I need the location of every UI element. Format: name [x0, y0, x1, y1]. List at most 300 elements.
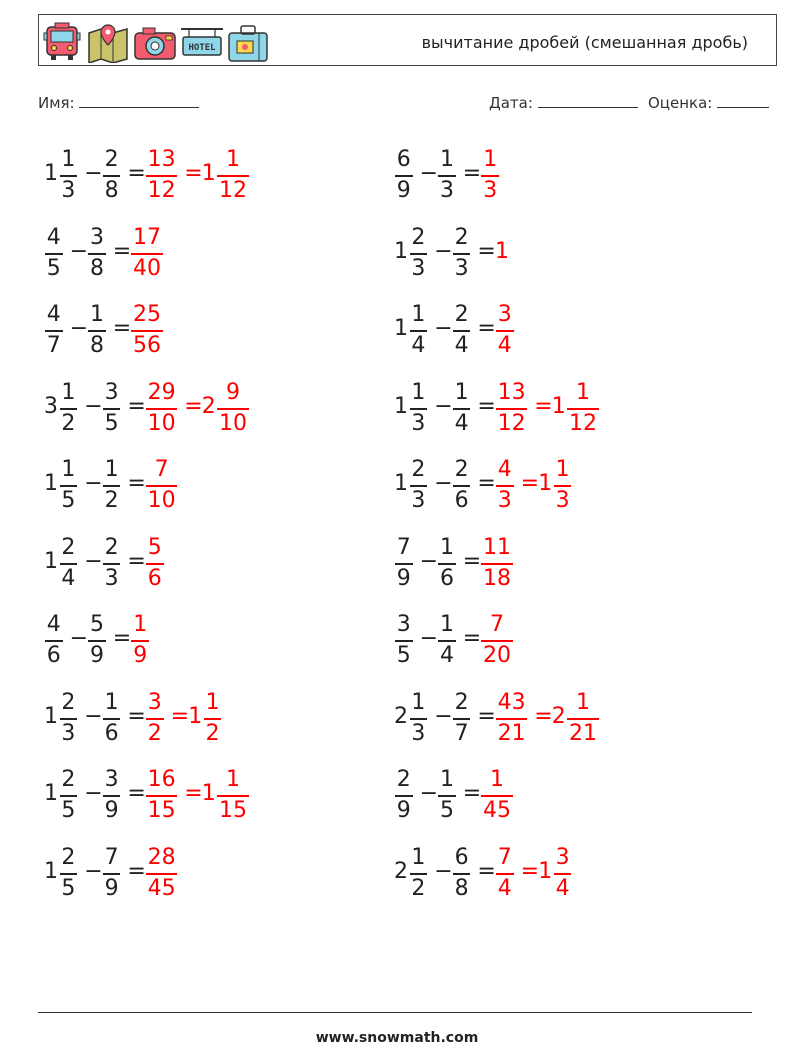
answer-numerator: 7	[489, 612, 504, 637]
answer-fraction	[145, 147, 178, 205]
answer-fraction	[216, 767, 249, 825]
minuend-fraction	[59, 457, 79, 515]
minus-sign: −	[84, 781, 103, 806]
answer-equals-sign: =	[520, 471, 540, 496]
minus-sign: −	[84, 393, 103, 419]
minus-sign: −	[434, 238, 453, 264]
minuend-whole: 1	[44, 781, 58, 806]
answer-numerator: 17	[132, 224, 161, 250]
map-icon	[89, 25, 127, 63]
minus-sign: −	[84, 161, 103, 186]
answer-numerator: 1	[575, 379, 590, 405]
minuend-whole: 1	[394, 316, 408, 341]
minuend-fraction	[394, 612, 414, 670]
minuend-fraction-bar	[410, 718, 428, 720]
subtrahend-fraction-bar	[103, 718, 121, 720]
subtrahend-numerator: 1	[439, 767, 454, 792]
answer-whole: 1	[495, 238, 509, 264]
bus-icon	[44, 23, 80, 60]
minuend-numerator: 1	[411, 689, 426, 715]
name-field	[38, 93, 199, 112]
answer-fraction	[495, 690, 528, 748]
answer-numerator: 1	[225, 147, 240, 172]
minuend-denominator: 3	[411, 255, 426, 281]
minuend-denominator: 3	[61, 178, 76, 203]
worksheet-title: вычитание дробей (смешанная дробь)	[421, 33, 748, 52]
equals-sign: =	[127, 548, 146, 574]
date-blank[interactable]	[538, 93, 638, 108]
subtrahend-fraction	[437, 147, 457, 205]
answer-numerator: 1	[489, 767, 504, 792]
minuend-numerator: 7	[396, 534, 411, 560]
answer-denominator: 2	[147, 720, 162, 746]
minuend-whole: 1	[44, 703, 58, 729]
subtrahend-denominator: 8	[454, 875, 469, 901]
minuend-fraction	[44, 225, 64, 283]
minuend-numerator: 1	[411, 844, 426, 870]
subtrahend-denominator: 8	[89, 255, 104, 281]
answer-fraction-bar	[217, 408, 248, 410]
minuend-whole: 2	[394, 858, 408, 884]
minuend-fraction	[394, 767, 414, 825]
minuend-numerator: 2	[411, 224, 426, 250]
answer-whole: 2	[551, 703, 566, 729]
answer-numerator: 29	[147, 379, 176, 405]
subtrahend-fraction	[87, 225, 107, 283]
minus-sign: −	[434, 703, 453, 729]
minuend-fraction	[44, 612, 64, 670]
equals-sign: =	[127, 858, 146, 884]
answer-numerator: 7	[497, 844, 512, 870]
equals-sign: =	[112, 626, 132, 651]
subtrahend-denominator: 3	[439, 178, 454, 203]
answer-numerator: 5	[147, 534, 162, 560]
footer-divider	[38, 1012, 752, 1013]
answer-fraction	[216, 147, 249, 205]
subtrahend-numerator: 5	[89, 612, 104, 637]
minuend-denominator: 3	[411, 720, 426, 746]
answer-denominator: 4	[497, 875, 512, 901]
minuend-fraction-bar	[60, 175, 78, 177]
answer-numerator: 3	[555, 844, 570, 870]
subtrahend-denominator: 6	[439, 565, 454, 591]
equals-sign: =	[477, 858, 496, 884]
minuend-fraction-bar	[45, 640, 63, 642]
minuend-fraction	[409, 380, 429, 438]
answer-numerator: 25	[132, 302, 161, 327]
answer-fraction	[145, 690, 165, 748]
answer-numerator: 11	[482, 534, 511, 560]
minuend-fraction-bar	[410, 330, 428, 332]
subtrahend-denominator: 4	[439, 643, 454, 668]
answer-numerator: 9	[225, 379, 240, 405]
answer-fraction	[216, 380, 249, 438]
answer-fraction-bar	[131, 253, 162, 255]
minuend-fraction-bar	[60, 795, 78, 797]
answer-fraction-bar	[146, 408, 177, 410]
minuend-fraction-bar	[45, 253, 63, 255]
minuend-numerator: 4	[46, 612, 61, 637]
svg-text:HOTEL: HOTEL	[188, 43, 216, 53]
minuend-numerator: 2	[61, 767, 76, 792]
subtrahend-numerator: 1	[89, 302, 104, 327]
subtrahend-fraction	[437, 612, 457, 670]
answer-whole: 1	[201, 781, 216, 806]
answer-fraction-bar	[554, 873, 572, 875]
answer-numerator: 1	[555, 457, 570, 482]
answer-denominator: 12	[147, 178, 176, 203]
answer-fraction-bar	[481, 175, 499, 177]
subtrahend-numerator: 3	[104, 379, 119, 405]
answer-equals-sign: =	[184, 161, 203, 186]
answer-fraction	[480, 767, 513, 825]
minuend-fraction-bar	[60, 873, 78, 875]
answer-fraction-bar	[146, 873, 177, 875]
minuend-numerator: 1	[411, 379, 426, 405]
equals-sign: =	[127, 703, 146, 729]
date-label: Дата:	[489, 94, 533, 112]
answer-denominator: 45	[147, 875, 176, 901]
subtrahend-fraction	[437, 767, 457, 825]
answer-equals-sign: =	[520, 858, 540, 884]
equals-sign: =	[127, 781, 146, 806]
minuend-fraction	[59, 147, 79, 205]
answer-numerator: 7	[154, 457, 169, 482]
minuend-denominator: 5	[61, 488, 76, 513]
answer-fraction-bar	[146, 795, 177, 797]
subtrahend-denominator: 6	[104, 720, 119, 746]
minuend-whole: 1	[394, 393, 408, 419]
subtrahend-fraction-bar	[88, 640, 106, 642]
subtrahend-numerator: 1	[104, 457, 119, 482]
subtrahend-numerator: 7	[104, 844, 119, 870]
minuend-fraction-bar	[60, 563, 78, 565]
answer-denominator: 20	[482, 643, 511, 668]
minuend-fraction	[59, 535, 79, 593]
subtrahend-denominator: 9	[89, 643, 104, 668]
minuend-numerator: 1	[61, 457, 76, 482]
subtrahend-numerator: 3	[89, 224, 104, 250]
answer-denominator: 15	[218, 798, 247, 823]
footer-url: www.snowmath.com	[315, 1030, 479, 1046]
minuend-denominator: 5	[396, 643, 411, 668]
minuend-fraction	[409, 225, 429, 283]
minus-sign: −	[69, 316, 89, 341]
minuend-numerator: 4	[46, 302, 61, 327]
subtrahend-fraction	[102, 690, 122, 748]
minuend-denominator: 4	[61, 565, 76, 591]
camera-icon	[135, 28, 175, 59]
answer-equals-sign: =	[534, 393, 553, 419]
answer-fraction-bar	[481, 640, 512, 642]
minuend-fraction-bar	[410, 253, 428, 255]
answer-fraction-bar	[217, 795, 248, 797]
minus-sign: −	[69, 238, 89, 264]
answer-fraction-bar	[496, 408, 527, 410]
minuend-whole: 1	[44, 858, 58, 884]
minuend-fraction-bar	[395, 563, 413, 565]
answer-denominator: 4	[555, 875, 570, 901]
minuend-fraction-bar	[395, 640, 413, 642]
subtrahend-numerator: 1	[104, 689, 119, 715]
answer-denominator: 3	[497, 488, 512, 513]
minuend-fraction	[409, 690, 429, 748]
answer-denominator: 4	[497, 333, 512, 358]
minuend-numerator: 2	[411, 457, 426, 482]
answer-denominator: 10	[218, 410, 247, 436]
subtrahend-numerator: 2	[454, 302, 469, 327]
subtrahend-fraction	[102, 380, 122, 438]
minuend-whole: 1	[44, 471, 58, 496]
answer-equals-sign: =	[170, 703, 190, 729]
minuend-whole: 2	[394, 703, 408, 729]
minuend-denominator: 3	[61, 720, 76, 746]
subtrahend-numerator: 2	[454, 457, 469, 482]
subtrahend-fraction	[452, 380, 472, 438]
equals-sign: =	[127, 393, 146, 419]
minuend-denominator: 5	[61, 798, 76, 823]
subtrahend-numerator: 1	[439, 534, 454, 560]
answer-fraction	[553, 845, 573, 903]
answer-fraction	[145, 380, 178, 438]
answer-fraction	[566, 380, 599, 438]
answer-denominator: 45	[482, 798, 511, 823]
grade-field	[648, 93, 769, 112]
answer-fraction	[145, 845, 178, 903]
answer-numerator: 1	[575, 689, 590, 715]
subtrahend-denominator: 6	[454, 488, 469, 513]
answer-denominator: 10	[147, 410, 176, 436]
minus-sign: −	[84, 471, 103, 496]
subtrahend-fraction	[452, 690, 472, 748]
hotel-sign-icon	[181, 29, 223, 55]
answer-numerator: 13	[147, 147, 176, 172]
answer-fraction	[203, 690, 223, 748]
answer-numerator: 3	[147, 689, 162, 715]
minus-sign: −	[84, 858, 103, 884]
answer-denominator: 12	[568, 410, 597, 436]
answer-fraction	[145, 457, 178, 515]
answer-denominator: 12	[497, 410, 526, 436]
minuend-numerator: 2	[61, 689, 76, 715]
minus-sign: −	[434, 858, 453, 884]
header-icons	[43, 21, 273, 61]
subtrahend-denominator: 8	[89, 333, 104, 358]
date-field	[489, 93, 638, 112]
worksheet-header	[38, 14, 777, 66]
minuend-numerator: 2	[396, 767, 411, 792]
answer-fraction	[145, 535, 165, 593]
subtrahend-fraction-bar	[103, 873, 121, 875]
minuend-numerator: 1	[61, 379, 76, 405]
name-label: Имя:	[38, 94, 75, 112]
subtrahend-numerator: 2	[104, 147, 119, 172]
answer-denominator: 21	[568, 720, 597, 746]
minuend-fraction-bar	[395, 795, 413, 797]
minuend-fraction	[394, 535, 414, 593]
equals-sign: =	[462, 548, 482, 574]
answer-denominator: 56	[132, 333, 161, 358]
subtrahend-numerator: 2	[454, 689, 469, 715]
grade-label: Оценка:	[648, 94, 713, 112]
minus-sign: −	[69, 626, 89, 651]
answer-fraction-bar	[481, 795, 512, 797]
answer-fraction-bar	[496, 873, 514, 875]
minuend-fraction-bar	[410, 485, 428, 487]
minuend-numerator: 3	[396, 612, 411, 637]
answer-fraction	[130, 612, 150, 670]
answer-fraction-bar	[146, 175, 177, 177]
subtrahend-fraction-bar	[438, 175, 456, 177]
subtrahend-denominator: 9	[104, 798, 119, 823]
minuend-denominator: 6	[46, 643, 61, 668]
answer-whole: 1	[551, 393, 566, 419]
minus-sign: −	[434, 471, 453, 496]
answer-fraction-bar	[554, 485, 572, 487]
answer-fraction-bar	[496, 485, 514, 487]
equals-sign: =	[477, 316, 496, 341]
subtrahend-denominator: 5	[439, 798, 454, 823]
answer-whole: 2	[201, 393, 216, 419]
subtrahend-denominator: 2	[104, 488, 119, 513]
subtrahend-numerator: 6	[454, 844, 469, 870]
answer-whole: 1	[188, 703, 203, 729]
answer-fraction	[480, 612, 513, 670]
answer-numerator: 1	[483, 147, 498, 172]
subtrahend-denominator: 3	[454, 255, 469, 281]
subtrahend-fraction	[102, 147, 122, 205]
subtrahend-numerator: 1	[439, 147, 454, 172]
minuend-fraction	[44, 302, 64, 360]
minuend-fraction	[394, 147, 414, 205]
minuend-denominator: 9	[396, 798, 411, 823]
minuend-numerator: 1	[411, 302, 426, 327]
answer-fraction-bar	[481, 563, 512, 565]
subtrahend-fraction-bar	[103, 408, 121, 410]
minuend-fraction-bar	[60, 485, 78, 487]
minuend-denominator: 9	[396, 565, 411, 591]
minus-sign: −	[419, 781, 439, 806]
subtrahend-fraction-bar	[438, 563, 456, 565]
answer-whole: 1	[201, 161, 216, 186]
minus-sign: −	[419, 626, 439, 651]
subtrahend-fraction	[102, 457, 122, 515]
subtrahend-fraction-bar	[453, 408, 471, 410]
answer-denominator: 9	[133, 643, 148, 668]
minuend-whole: 3	[44, 393, 58, 419]
subtrahend-numerator: 1	[439, 612, 454, 637]
minuend-fraction	[59, 845, 79, 903]
answer-numerator: 1	[205, 689, 220, 715]
minus-sign: −	[434, 393, 453, 419]
minuend-numerator: 2	[61, 844, 76, 870]
subtrahend-denominator: 4	[454, 333, 469, 358]
minuend-fraction	[409, 845, 429, 903]
equals-sign: =	[462, 161, 482, 186]
minuend-fraction-bar	[60, 408, 78, 410]
answer-equals-sign: =	[184, 781, 203, 806]
subtrahend-fraction-bar	[438, 640, 456, 642]
answer-numerator: 16	[147, 767, 176, 792]
answer-whole: 1	[538, 858, 553, 884]
answer-fraction-bar	[567, 718, 598, 720]
equals-sign: =	[112, 316, 132, 341]
answer-numerator: 43	[497, 689, 526, 715]
subtrahend-denominator: 8	[104, 178, 119, 203]
equals-sign: =	[462, 626, 482, 651]
name-blank[interactable]	[79, 93, 199, 108]
subtrahend-fraction-bar	[103, 563, 121, 565]
answer-fraction	[145, 767, 178, 825]
answer-fraction	[130, 225, 163, 283]
answer-denominator: 21	[497, 720, 526, 746]
subtrahend-numerator: 2	[454, 224, 469, 250]
minuend-fraction	[409, 457, 429, 515]
minuend-fraction-bar	[410, 873, 428, 875]
answer-numerator: 1	[133, 612, 148, 637]
minuend-denominator: 7	[46, 333, 61, 358]
minuend-denominator: 5	[61, 875, 76, 901]
subtrahend-fraction-bar	[453, 718, 471, 720]
answer-numerator: 28	[147, 844, 176, 870]
subtrahend-numerator: 1	[454, 379, 469, 405]
equals-sign: =	[477, 703, 496, 729]
subtrahend-denominator: 9	[104, 875, 119, 901]
answer-denominator: 18	[482, 565, 511, 591]
subtrahend-fraction	[87, 302, 107, 360]
subtrahend-fraction	[102, 535, 122, 593]
minus-sign: −	[419, 548, 439, 574]
subtrahend-fraction	[437, 535, 457, 593]
answer-denominator: 3	[555, 488, 570, 513]
minuend-fraction-bar	[410, 408, 428, 410]
answer-fraction	[495, 380, 528, 438]
minuend-denominator: 9	[396, 178, 411, 203]
answer-fraction-bar	[131, 330, 162, 332]
answer-fraction-bar	[146, 718, 164, 720]
answer-numerator: 3	[497, 302, 512, 327]
equals-sign: =	[127, 161, 146, 186]
subtrahend-denominator: 4	[454, 410, 469, 436]
subtrahend-fraction	[452, 845, 472, 903]
answer-fraction-bar	[567, 408, 598, 410]
answer-fraction-bar	[131, 640, 149, 642]
minuend-fraction	[409, 302, 429, 360]
subtrahend-fraction-bar	[103, 485, 121, 487]
answer-numerator: 1	[225, 767, 240, 792]
subtrahend-fraction-bar	[453, 330, 471, 332]
answer-denominator: 40	[132, 255, 161, 281]
minuend-denominator: 5	[46, 255, 61, 281]
answer-fraction-bar	[496, 330, 514, 332]
answer-fraction	[480, 535, 513, 593]
subtrahend-denominator: 5	[104, 410, 119, 436]
minuend-numerator: 4	[46, 224, 61, 250]
answer-denominator: 12	[218, 178, 247, 203]
equals-sign: =	[127, 471, 146, 496]
subtrahend-fraction	[87, 612, 107, 670]
answer-equals-sign: =	[534, 703, 553, 729]
minuend-denominator: 3	[411, 488, 426, 513]
minuend-whole: 1	[394, 238, 408, 264]
answer-fraction	[495, 302, 515, 360]
answer-fraction	[495, 457, 515, 515]
minus-sign: −	[84, 548, 103, 574]
minus-sign: −	[419, 161, 439, 186]
answer-fraction-bar	[496, 718, 527, 720]
grade-blank[interactable]	[717, 93, 769, 108]
minuend-numerator: 1	[61, 147, 76, 172]
